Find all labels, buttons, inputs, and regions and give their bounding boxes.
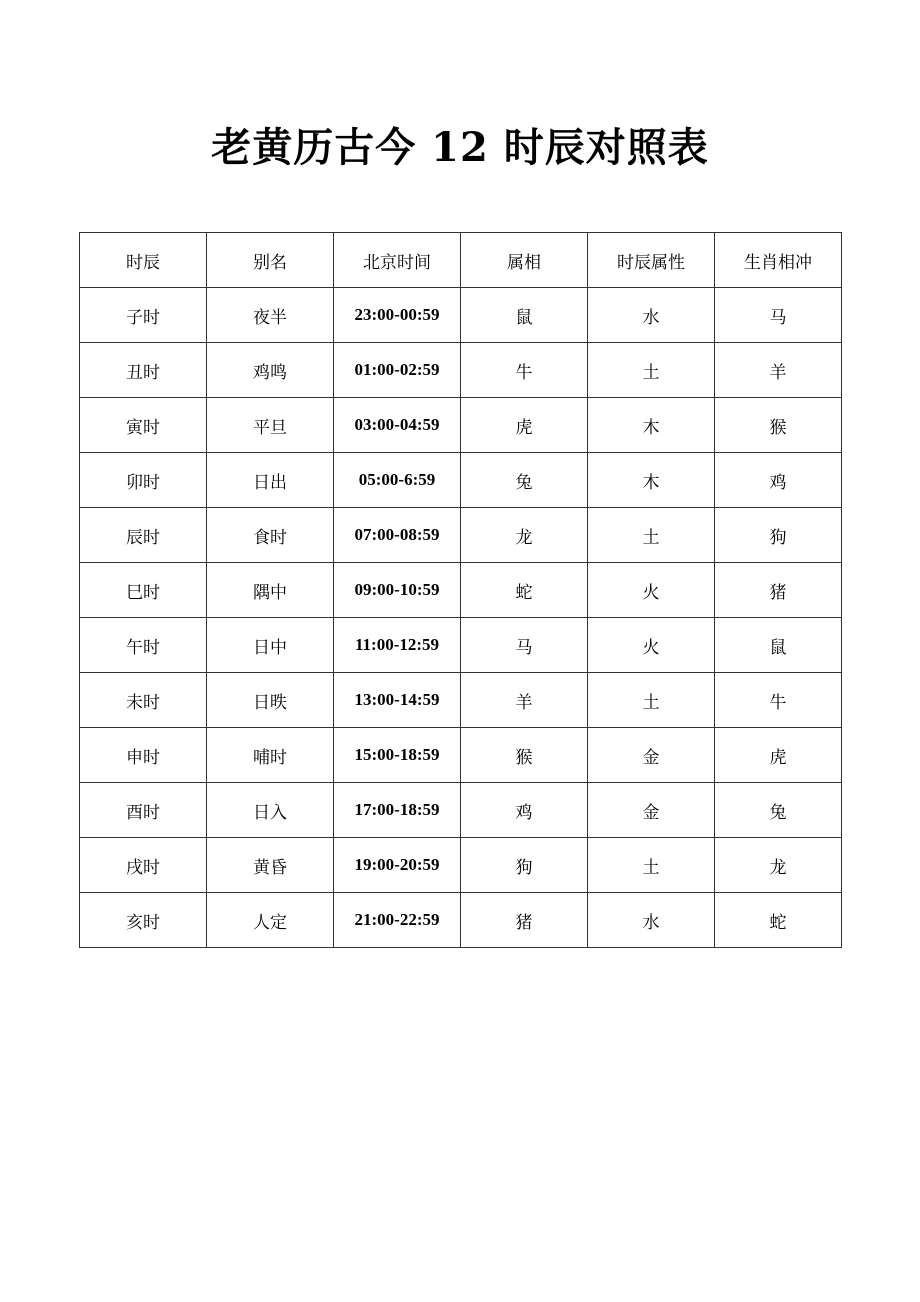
alias-cell: 日昳 [207, 673, 334, 728]
element-cell: 金 [588, 728, 715, 783]
zodiac-cell: 马 [461, 618, 588, 673]
beijing-time-cell: 15:00-18:59 [334, 728, 461, 783]
alias-cell: 日出 [207, 453, 334, 508]
zodiac-clash-cell: 鼠 [715, 618, 842, 673]
zodiac-clash-cell: 猴 [715, 398, 842, 453]
page-title: 老黄历古今 12 时辰对照表 [211, 124, 709, 171]
alias-cell: 鸡鸣 [207, 343, 334, 398]
zodiac-clash-cell: 兔 [715, 783, 842, 838]
zodiac-cell: 鸡 [461, 783, 588, 838]
element-cell: 木 [588, 453, 715, 508]
table-row [80, 893, 842, 948]
element-cell: 金 [588, 783, 715, 838]
shichen-cell: 戌时 [80, 838, 207, 893]
header-element: 时辰属性 [588, 233, 715, 288]
table-row [80, 783, 842, 838]
header-alias: 别名 [207, 233, 334, 288]
zodiac-cell: 鼠 [461, 288, 588, 343]
alias-cell: 平旦 [207, 398, 334, 453]
zodiac-cell: 虎 [461, 398, 588, 453]
zodiac-clash-cell: 马 [715, 288, 842, 343]
header-zodiac: 属相 [461, 233, 588, 288]
beijing-time-cell: 13:00-14:59 [334, 673, 461, 728]
beijing-time-cell: 09:00-10:59 [334, 563, 461, 618]
alias-cell: 人定 [207, 893, 334, 948]
shichen-cell: 辰时 [80, 508, 207, 563]
zodiac-clash-cell: 羊 [715, 343, 842, 398]
alias-cell: 食时 [207, 508, 334, 563]
beijing-time-cell: 03:00-04:59 [334, 398, 461, 453]
table-row [80, 563, 842, 618]
zodiac-cell: 龙 [461, 508, 588, 563]
shichen-cell: 申时 [80, 728, 207, 783]
shichen-cell: 未时 [80, 673, 207, 728]
alias-cell: 夜半 [207, 288, 334, 343]
element-cell: 土 [588, 508, 715, 563]
zodiac-cell: 兔 [461, 453, 588, 508]
shichen-cell: 丑时 [80, 343, 207, 398]
zodiac-clash-cell: 狗 [715, 508, 842, 563]
element-cell: 火 [588, 618, 715, 673]
shichen-cell: 卯时 [80, 453, 207, 508]
alias-cell: 日中 [207, 618, 334, 673]
zodiac-clash-cell: 蛇 [715, 893, 842, 948]
beijing-time-cell: 11:00-12:59 [334, 618, 461, 673]
element-cell: 水 [588, 288, 715, 343]
alias-cell: 日入 [207, 783, 334, 838]
shichen-cell: 寅时 [80, 398, 207, 453]
beijing-time-cell: 21:00-22:59 [334, 893, 461, 948]
header-shichen: 时辰 [80, 233, 207, 288]
table-row [80, 398, 842, 453]
beijing-time-cell: 17:00-18:59 [334, 783, 461, 838]
table-row [80, 288, 842, 343]
zodiac-clash-cell: 虎 [715, 728, 842, 783]
beijing-time-cell: 07:00-08:59 [334, 508, 461, 563]
header-zodiac-clash: 生肖相冲 [715, 233, 842, 288]
alias-cell: 黄昏 [207, 838, 334, 893]
table-body [80, 288, 842, 948]
table-row [80, 728, 842, 783]
zodiac-clash-cell: 猪 [715, 563, 842, 618]
shichen-cell: 午时 [80, 618, 207, 673]
table-row [80, 453, 842, 508]
table-row [80, 838, 842, 893]
zodiac-cell: 猴 [461, 728, 588, 783]
beijing-time-cell: 19:00-20:59 [334, 838, 461, 893]
zodiac-clash-cell: 牛 [715, 673, 842, 728]
alias-cell: 哺时 [207, 728, 334, 783]
zodiac-clash-cell: 鸡 [715, 453, 842, 508]
shichen-cell: 亥时 [80, 893, 207, 948]
table-row [80, 673, 842, 728]
shichen-table [79, 232, 842, 948]
shichen-cell: 巳时 [80, 563, 207, 618]
beijing-time-cell: 23:00-00:59 [334, 288, 461, 343]
zodiac-cell: 狗 [461, 838, 588, 893]
alias-cell: 隅中 [207, 563, 334, 618]
element-cell: 土 [588, 673, 715, 728]
zodiac-cell: 猪 [461, 893, 588, 948]
table-row [80, 343, 842, 398]
element-cell: 土 [588, 343, 715, 398]
header-beijing-time: 北京时间 [334, 233, 461, 288]
shichen-cell: 酉时 [80, 783, 207, 838]
element-cell: 木 [588, 398, 715, 453]
zodiac-cell: 牛 [461, 343, 588, 398]
element-cell: 土 [588, 838, 715, 893]
beijing-time-cell: 05:00-6:59 [334, 453, 461, 508]
table-header-row [80, 233, 842, 288]
element-cell: 水 [588, 893, 715, 948]
zodiac-cell: 羊 [461, 673, 588, 728]
table-row [80, 508, 842, 563]
element-cell: 火 [588, 563, 715, 618]
zodiac-clash-cell: 龙 [715, 838, 842, 893]
zodiac-cell: 蛇 [461, 563, 588, 618]
shichen-cell: 子时 [80, 288, 207, 343]
beijing-time-cell: 01:00-02:59 [334, 343, 461, 398]
table-row [80, 618, 842, 673]
shichen-table-container [79, 232, 842, 948]
